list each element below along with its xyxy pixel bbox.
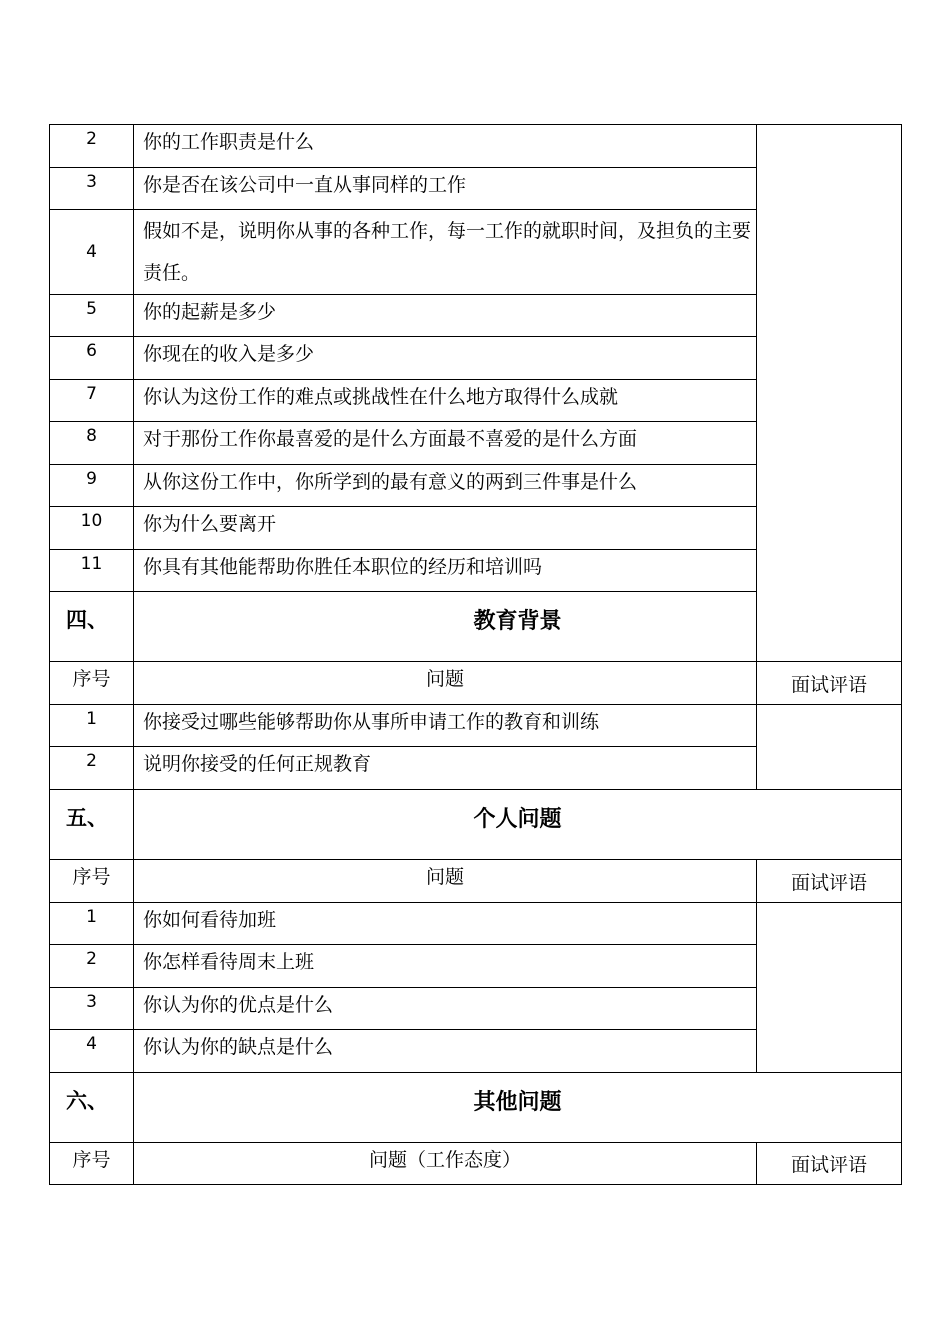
question-text: 你是否在该公司中一直从事同样的工作 [134, 168, 757, 210]
question-text: 你认为这份工作的难点或挑战性在什么地方取得什么成就 [134, 380, 757, 422]
section-number: 六、 [50, 1073, 134, 1143]
section-title: 个人问题 [134, 790, 902, 860]
comment-cell[interactable] [757, 125, 902, 662]
question-text: 你接受过哪些能够帮助你从事所申请工作的教育和训练 [134, 705, 757, 747]
question-text: 你的工作职责是什么 [134, 125, 757, 168]
table-row [50, 705, 902, 747]
header-seq: 序号 [50, 662, 134, 705]
section-header-row [50, 790, 902, 860]
header-seq: 序号 [50, 1143, 134, 1185]
row-number: 6 [50, 337, 134, 380]
header-question: 问题 [134, 860, 757, 903]
question-text: 你认为你的缺点是什么 [134, 1030, 757, 1073]
header-seq: 序号 [50, 860, 134, 903]
row-number: 1 [50, 903, 134, 945]
section-title: 其他问题 [134, 1073, 902, 1143]
row-number: 1 [50, 705, 134, 747]
question-text: 你具有其他能帮助你胜任本职位的经历和培训吗 [134, 550, 757, 592]
question-text: 你认为你的优点是什么 [134, 988, 757, 1030]
row-number: 9 [50, 465, 134, 507]
row-number: 8 [50, 422, 134, 465]
header-comment: 面试评语 [757, 662, 902, 705]
section-number: 四、 [50, 592, 134, 662]
row-number: 2 [50, 747, 134, 790]
row-number: 4 [50, 210, 134, 295]
question-text: 你怎样看待周末上班 [134, 945, 757, 988]
table-row [50, 903, 902, 945]
question-text: 说明你接受的任何正规教育 [134, 747, 757, 790]
table-row [50, 125, 902, 168]
column-header-row [50, 662, 902, 705]
question-text: 你现在的收入是多少 [134, 337, 757, 380]
interview-question-table [49, 124, 902, 1185]
header-comment: 面试评语 [757, 860, 902, 903]
row-number: 4 [50, 1030, 134, 1073]
question-text: 对于那份工作你最喜爱的是什么方面最不喜爱的是什么方面 [134, 422, 757, 465]
row-number: 3 [50, 988, 134, 1030]
comment-cell[interactable] [757, 705, 902, 790]
row-number: 2 [50, 945, 134, 988]
column-header-row [50, 1143, 902, 1185]
section-header-row [50, 1073, 902, 1143]
header-question: 问题（工作态度） [134, 1143, 757, 1185]
header-question: 问题 [134, 662, 757, 705]
question-text: 你如何看待加班 [134, 903, 757, 945]
section-title: 教育背景 [134, 592, 902, 662]
row-number: 3 [50, 168, 134, 210]
question-text: 假如不是，说明你从事的各种工作，每一工作的就职时间，及担负的主要责任。 [134, 210, 757, 295]
row-number: 10 [50, 507, 134, 550]
header-comment: 面试评语 [757, 1143, 902, 1185]
section-number: 五、 [50, 790, 134, 860]
row-number: 11 [50, 550, 134, 592]
question-text: 你为什么要离开 [134, 507, 757, 550]
comment-cell[interactable] [757, 903, 902, 1073]
section-header-row [50, 592, 902, 662]
row-number: 5 [50, 295, 134, 337]
column-header-row [50, 860, 902, 903]
row-number: 2 [50, 125, 134, 168]
question-text: 你的起薪是多少 [134, 295, 757, 337]
row-number: 7 [50, 380, 134, 422]
question-text: 从你这份工作中，你所学到的最有意义的两到三件事是什么 [134, 465, 757, 507]
